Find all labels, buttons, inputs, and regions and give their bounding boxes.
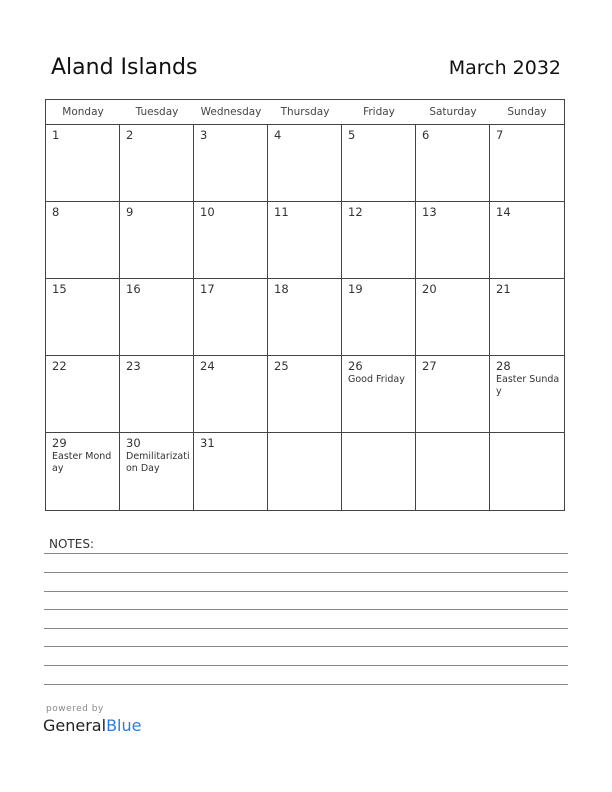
day-cell <box>120 125 194 202</box>
holiday-label: Easter Monday <box>52 451 112 474</box>
day-number: 10 <box>200 205 215 219</box>
weekday-friday: Friday <box>363 106 395 118</box>
day-number: 13 <box>422 205 437 219</box>
day-number: 8 <box>52 205 60 219</box>
day-cell <box>416 433 490 510</box>
day-number: 11 <box>274 205 289 219</box>
day-number: 19 <box>348 282 363 296</box>
generalblue-logo[interactable] <box>43 716 141 735</box>
day-number: 16 <box>126 282 141 296</box>
day-number: 12 <box>348 205 363 219</box>
weekday-tuesday: Tuesday <box>135 106 179 118</box>
day-cell <box>46 125 120 202</box>
day-cell <box>416 125 490 202</box>
day-number: 7 <box>496 128 504 142</box>
day-cell <box>194 433 268 510</box>
day-cell <box>46 356 120 433</box>
day-cell <box>342 356 416 433</box>
day-cell <box>194 125 268 202</box>
day-cell <box>416 356 490 433</box>
notes-line <box>44 591 568 592</box>
day-number: 24 <box>200 359 215 373</box>
holiday-label: Easter Sunday <box>496 374 560 397</box>
weekday-sunday: Sunday <box>507 106 547 118</box>
day-number: 29 <box>52 436 67 450</box>
day-number: 1 <box>52 128 60 142</box>
day-cell <box>416 279 490 356</box>
weekday-wednesday: Wednesday <box>200 106 262 118</box>
notes-line <box>44 553 568 554</box>
day-cell <box>490 433 564 510</box>
day-number: 18 <box>274 282 289 296</box>
notes-label: NOTES: <box>49 537 94 551</box>
notes-line <box>44 628 568 629</box>
day-cell <box>120 202 194 279</box>
holiday-label: Demilitarization Day <box>126 451 190 474</box>
day-cell <box>490 202 564 279</box>
month-year: March 2032 <box>448 57 561 79</box>
notes-line <box>44 572 568 573</box>
day-cell <box>120 279 194 356</box>
day-number: 21 <box>496 282 511 296</box>
calendar-grid <box>45 99 565 511</box>
brand-blue: Blue <box>106 716 142 735</box>
day-number: 20 <box>422 282 437 296</box>
day-number: 4 <box>274 128 282 142</box>
day-cell <box>342 125 416 202</box>
notes-line <box>44 665 568 666</box>
country-title: Aland Islands <box>51 55 198 80</box>
weekday-saturday: Saturday <box>429 106 477 118</box>
day-number: 25 <box>274 359 289 373</box>
day-number: 5 <box>348 128 356 142</box>
holiday-label: Good Friday <box>348 374 405 385</box>
day-number: 26 <box>348 359 363 373</box>
day-cell <box>194 279 268 356</box>
day-number: 27 <box>422 359 437 373</box>
day-number: 31 <box>200 436 215 450</box>
day-cell <box>194 202 268 279</box>
day-cell <box>490 356 564 433</box>
notes-line <box>44 646 568 647</box>
notes-line <box>44 684 568 685</box>
day-cell <box>342 433 416 510</box>
day-cell <box>194 356 268 433</box>
day-number: 3 <box>200 128 208 142</box>
brand-general: General <box>43 716 107 735</box>
day-cell <box>490 125 564 202</box>
weekday-monday: Monday <box>62 106 104 118</box>
day-number: 6 <box>422 128 430 142</box>
day-cell <box>268 125 342 202</box>
powered-by-text: powered by <box>46 704 104 714</box>
calendar-weeks <box>46 125 564 510</box>
day-cell <box>268 433 342 510</box>
day-number: 2 <box>126 128 134 142</box>
day-number: 15 <box>52 282 67 296</box>
day-cell <box>490 279 564 356</box>
day-cell <box>46 433 120 510</box>
notes-line <box>44 609 568 610</box>
day-number: 17 <box>200 282 215 296</box>
day-cell <box>120 433 194 510</box>
day-number: 30 <box>126 436 141 450</box>
day-cell <box>120 356 194 433</box>
day-number: 22 <box>52 359 67 373</box>
day-cell <box>268 279 342 356</box>
weekday-thursday: Thursday <box>280 106 330 118</box>
day-cell <box>268 356 342 433</box>
day-cell <box>342 279 416 356</box>
day-cell <box>46 202 120 279</box>
weekday-header-row <box>46 100 564 125</box>
day-number: 23 <box>126 359 141 373</box>
day-cell <box>416 202 490 279</box>
day-cell <box>46 279 120 356</box>
day-number: 28 <box>496 359 511 373</box>
day-number: 14 <box>496 205 511 219</box>
day-number: 9 <box>126 205 134 219</box>
day-cell <box>342 202 416 279</box>
day-cell <box>268 202 342 279</box>
